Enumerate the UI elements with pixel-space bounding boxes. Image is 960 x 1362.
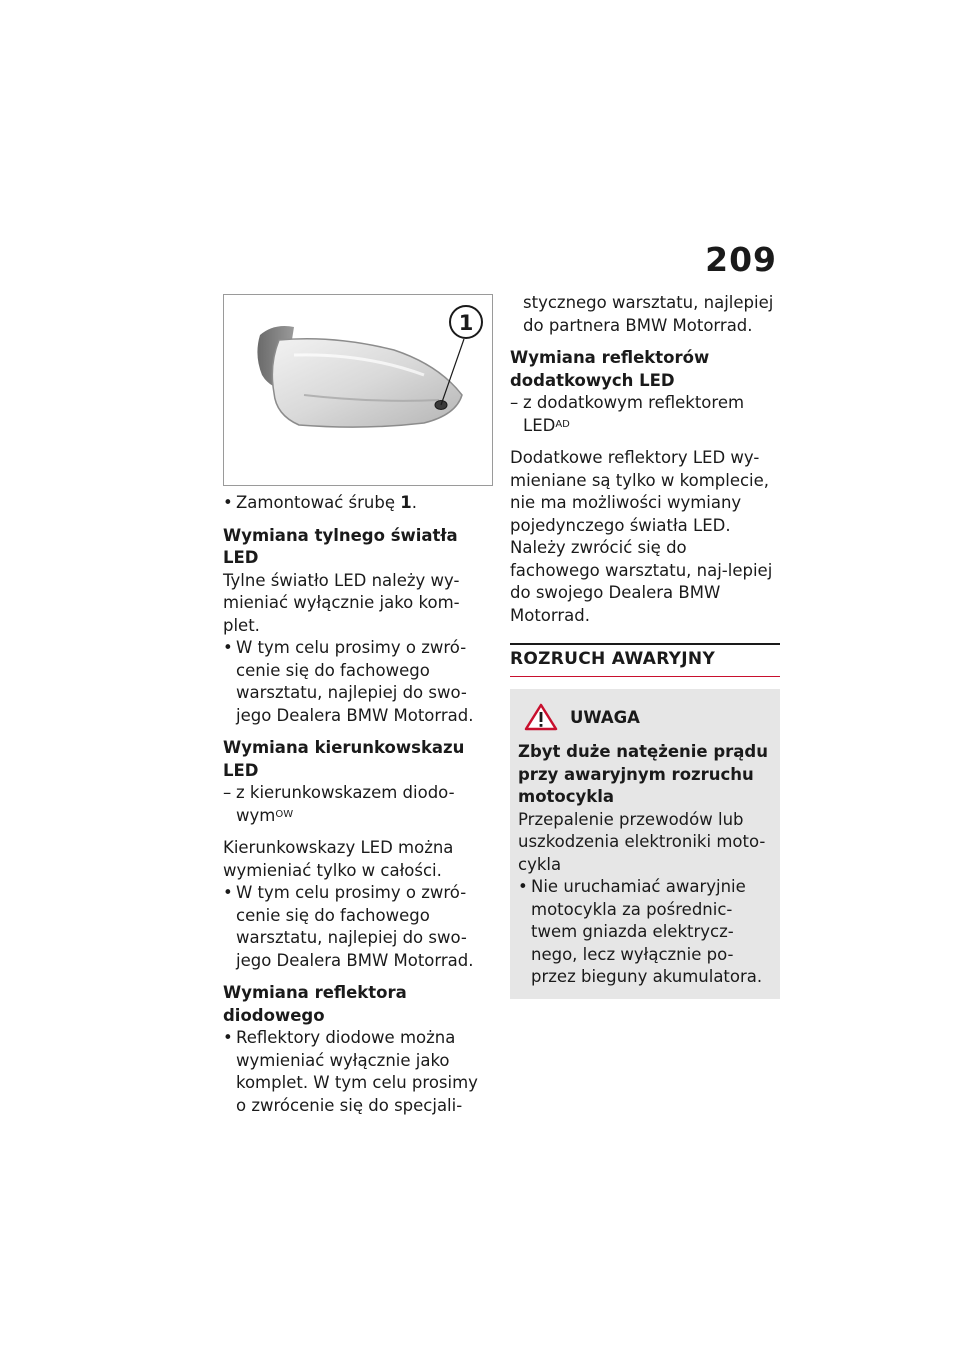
reflector-heading: Wymiana reflektora diodowego	[223, 983, 407, 1025]
aux-reflectors-condition: – z dodatkowym reflektorem $LED^{AD}$	[510, 393, 745, 435]
section-title: ROZRUCH AWARYJNY	[510, 643, 780, 677]
warning-bullet: • Nie uruchamiać awaryjnie motocykla za pośrednic-twem gniazda elektrycz-nego, lecz wyłącznie po-przez bieguny akumulatora.	[518, 877, 763, 986]
figure-callout-1: 1	[458, 311, 474, 335]
warning-title	[524, 703, 772, 731]
aux-reflectors-text: Dodatkowe reflektory LED wy-mieniane są tylko w komplecie, nie ma możliwości wymiany pojedynczego światła LED. Należy zwrócić się do fachowego warsztatu, naj-lepiej do swojego Dealera BMW Motorrad.	[510, 448, 773, 625]
warning-triangle-icon	[524, 703, 558, 731]
indicator-condition: – z kierunkowskazem diodo-wym$^{OW}$	[223, 783, 455, 825]
right-column	[510, 294, 780, 999]
warning-box	[510, 689, 780, 999]
page-number: 209	[705, 240, 777, 279]
aux-reflectors-heading: Wymiana reflektorów dodatkowych LED	[510, 348, 710, 390]
tail-light-text: Tylne światło LED należy wy-mieniać wyłącznie jako kom-plet.	[223, 570, 460, 635]
indicator-light-illustration	[224, 295, 492, 485]
indicator-text: Kierunkowskazy LED można wymieniać tylko w całości.	[223, 838, 454, 880]
warning-text: Przepalenie przewodów lub uszkodzenia elektroniki moto-cykla	[518, 809, 766, 874]
step-install-screw: • Zamontować śrubę 1.	[223, 493, 417, 512]
warning-heading: Zbyt duże natężenie prądu przy awaryjnym rozruchu motocykla	[518, 742, 768, 806]
tail-light-bullet: • W tym celu prosimy o zwró-cenie się do fachowego warsztatu, najlepiej do swo-jego Dealera BMW Motorrad.	[223, 638, 474, 725]
indicator-bullet: • W tym celu prosimy o zwró-cenie się do fachowego warsztatu, najlepiej do swo-jego Dealera BMW Motorrad.	[223, 883, 474, 970]
indicator-heading: Wymiana kierunkowskazu LED	[223, 738, 465, 780]
warning-label: UWAGA	[570, 707, 640, 727]
reflector-bullet-continuation: stycznego warsztatu, najlepiej do partnera BMW Motorrad.	[523, 293, 774, 335]
left-column	[223, 294, 493, 1117]
reflector-bullet: • Reflektory diodowe można wymieniać wyłącznie jako komplet. W tym celu prosimy o zwrócenie się do specjali-	[223, 1028, 478, 1115]
tail-light-heading: Wymiana tylnego światła LED	[223, 525, 458, 567]
indicator-light-figure	[223, 294, 493, 486]
